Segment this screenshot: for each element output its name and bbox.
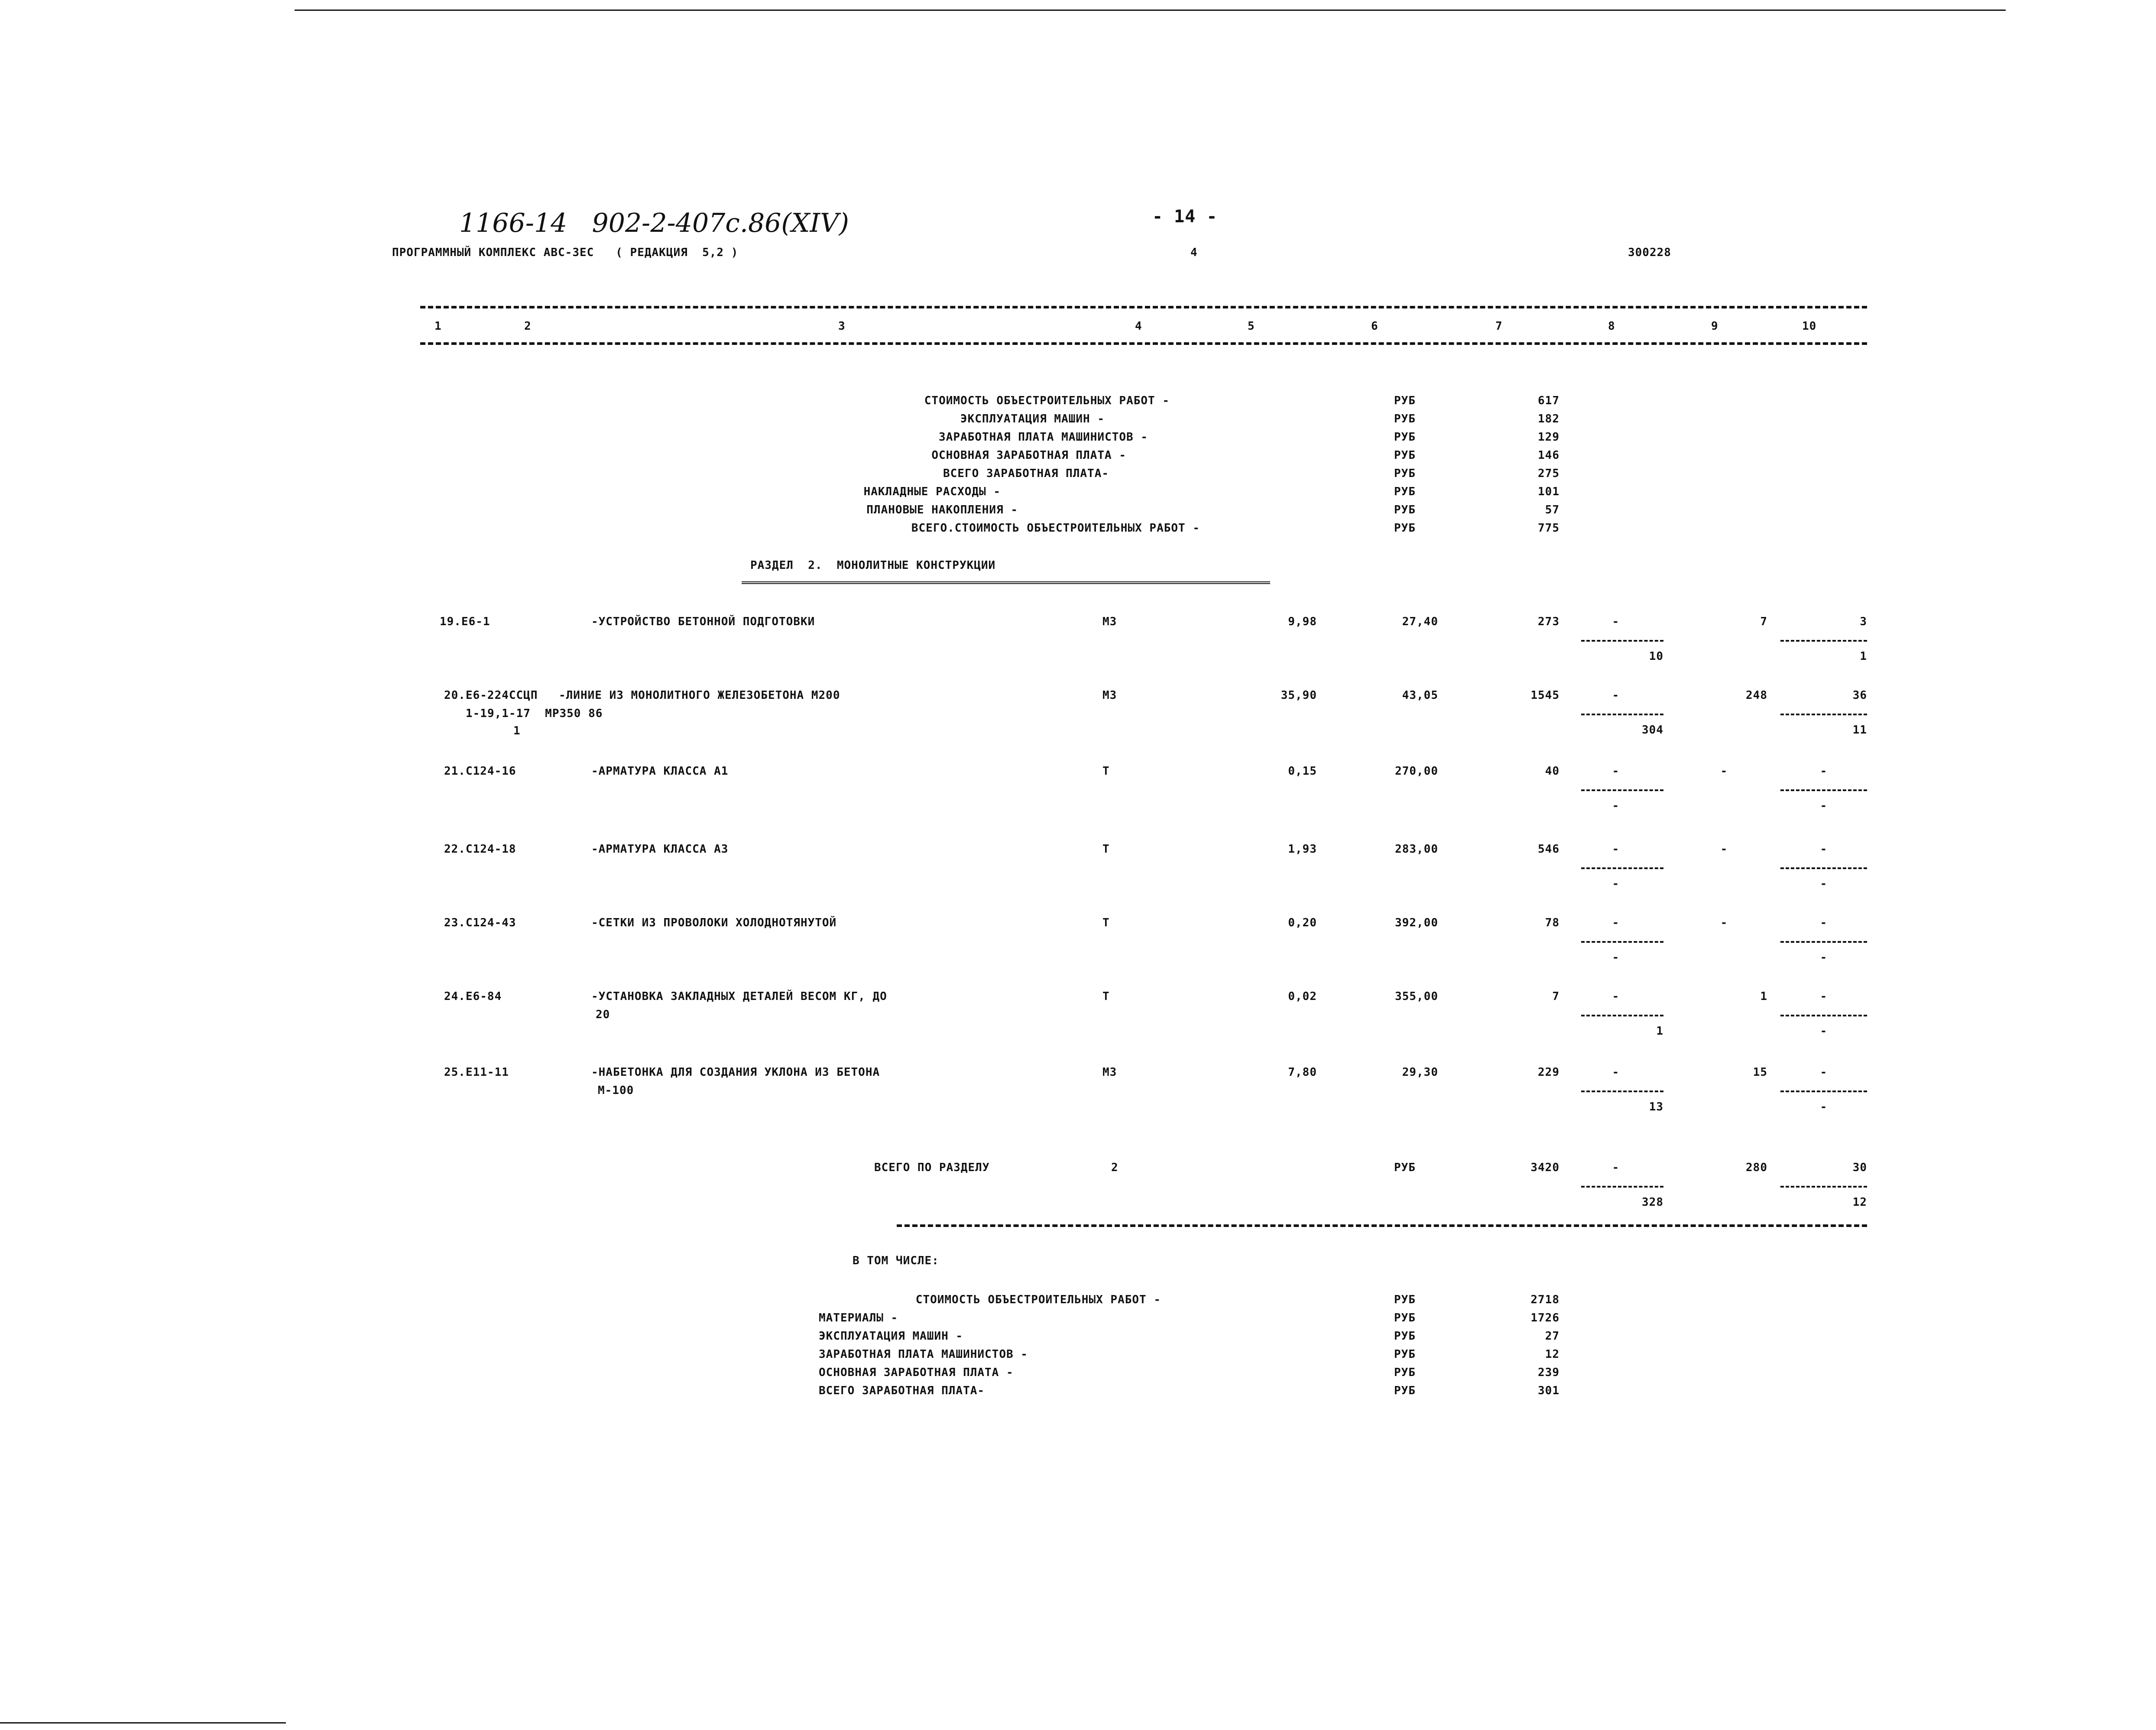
row-col10: - [1820, 1066, 1828, 1079]
summary-top-value: 57 [1545, 503, 1559, 516]
row-unit: Т [1102, 990, 1110, 1003]
row-total: 273 [1538, 615, 1559, 628]
page-number: - 14 - [1152, 207, 1218, 227]
row-col9: 15 [1753, 1066, 1767, 1079]
section-total-unit: РУБ [1394, 1161, 1416, 1174]
row-col8-sub: 10 [1649, 650, 1663, 663]
summary-top-unit: РУБ [1394, 431, 1416, 444]
summary-top-label: ВСЕГО.СТОИМОСТЬ ОБЪЕСТРОИТЕЛЬНЫХ РАБОТ - [911, 522, 1200, 535]
summary-bottom-value: 301 [1538, 1384, 1559, 1397]
row-col8-rule [1581, 789, 1663, 791]
col-num-2: 2 [524, 320, 532, 333]
row-name: -АРМАТУРА КЛАССА А3 [591, 843, 729, 856]
row-price: 27,40 [1402, 615, 1438, 628]
summary-bottom-value: 12 [1545, 1348, 1559, 1361]
summary-bottom-value: 1726 [1530, 1311, 1559, 1324]
summary-top-unit: РУБ [1394, 467, 1416, 480]
row-total: 78 [1545, 916, 1559, 929]
summary-bottom-label: СТОИМОСТЬ ОБЪЕСТРОИТЕЛЬНЫХ РАБОТ - [915, 1293, 1161, 1306]
section-title-underline [742, 581, 1270, 584]
summary-top-label: ОСНОВНАЯ ЗАРАБОТНАЯ ПЛАТА - [931, 449, 1126, 462]
row-qty: 35,90 [1281, 689, 1317, 702]
row-col10: - [1820, 916, 1828, 929]
row-col10-rule [1780, 1091, 1867, 1092]
row-col10-rule [1780, 714, 1867, 715]
row-code: 23.С124-43 [444, 916, 516, 929]
row-total: 40 [1545, 765, 1559, 778]
summary-bottom-unit: РУБ [1394, 1348, 1416, 1361]
handwritten-reference: 1166-14 902-2-407c.86(XIV) [459, 208, 849, 238]
row-col10-rule [1780, 1015, 1867, 1016]
row-col10-sub: 11 [1852, 724, 1867, 737]
row-price: 43,05 [1402, 689, 1438, 702]
row-col10: - [1820, 765, 1828, 778]
row-qty: 0,20 [1288, 916, 1317, 929]
row-total: 546 [1538, 843, 1559, 856]
section-total-col10-sub: 12 [1852, 1196, 1867, 1209]
section-total-col8-sub: 328 [1642, 1196, 1663, 1209]
row-col9: 1 [1760, 990, 1767, 1003]
row-code: 21.С124-16 [444, 765, 516, 778]
section-total-rule [897, 1224, 1867, 1227]
row-col10-sub: - [1820, 799, 1828, 812]
program-title: ПРОГРАММНЫЙ КОМПЛЕКС АВС-ЗЕС ( РЕДАКЦИЯ 5,2 ) [392, 246, 739, 259]
col-num-3: 3 [838, 320, 846, 333]
row-col10-sub: - [1820, 1100, 1828, 1113]
row-qty: 7,80 [1288, 1066, 1317, 1079]
row-col8-sub: 13 [1649, 1100, 1663, 1113]
summary-top-label: ПЛАНОВЫЕ НАКОПЛЕНИЯ - [866, 503, 1018, 516]
row-col10-sub: - [1820, 951, 1828, 964]
row-col8-sub: 304 [1642, 724, 1663, 737]
section-total-label: ВСЕГО ПО РАЗДЕЛУ [874, 1161, 990, 1174]
summary-bottom-label: ЗАРАБОТНАЯ ПЛАТА МАШИНИСТОВ - [819, 1348, 1028, 1361]
row-col10-rule [1780, 640, 1867, 642]
sheet-number: 4 [1190, 246, 1198, 259]
summary-top-label: ВСЕГО ЗАРАБОТНАЯ ПЛАТА- [943, 467, 1109, 480]
summary-top-unit: РУБ [1394, 503, 1416, 516]
row-name: -УСТАНОВКА ЗАКЛАДНЫХ ДЕТАЛЕЙ ВЕСОМ КГ, ДО [591, 990, 887, 1003]
row-col8: - [1612, 843, 1620, 856]
summary-top-value: 775 [1538, 522, 1559, 535]
summary-bottom-unit: РУБ [1394, 1311, 1416, 1324]
row-unit: М3 [1102, 615, 1117, 628]
document-code: 300228 [1628, 246, 1671, 259]
header-bottom-rule [420, 342, 1867, 345]
summary-bottom-label: ЭКСПЛУАТАЦИЯ МАШИН - [819, 1330, 963, 1343]
row-col10-sub: 1 [1860, 650, 1867, 663]
summary-bottom-label: МАТЕРИАЛЫ - [819, 1311, 898, 1324]
bottom-edge-line [0, 1722, 286, 1724]
summary-top-value: 129 [1538, 431, 1559, 444]
row-col10: - [1820, 990, 1828, 1003]
row-col9: - [1720, 765, 1728, 778]
summary-top-value: 146 [1538, 449, 1559, 462]
row-unit: Т [1102, 916, 1110, 929]
row-code: 24.Е6-84 [444, 990, 502, 1003]
row-qty: 1,93 [1288, 843, 1317, 856]
col-num-6: 6 [1371, 320, 1378, 333]
summary-top-value: 275 [1538, 467, 1559, 480]
summary-top-unit: РУБ [1394, 412, 1416, 425]
row-col9: 7 [1760, 615, 1767, 628]
col-num-9: 9 [1711, 320, 1718, 333]
row-name-line3: 1 [513, 724, 521, 737]
row-col8: - [1612, 990, 1620, 1003]
section-total-col8: - [1612, 1161, 1620, 1174]
row-col8-rule [1581, 1091, 1663, 1092]
row-total: 229 [1538, 1066, 1559, 1079]
summary-top-label: СТОИМОСТЬ ОБЪЕСТРОИТЕЛЬНЫХ РАБОТ - [924, 394, 1170, 407]
row-col10: 36 [1852, 689, 1867, 702]
col-num-1: 1 [434, 320, 442, 333]
row-col8-rule [1581, 640, 1663, 642]
row-name: -АРМАТУРА КЛАССА А1 [591, 765, 729, 778]
col-num-5: 5 [1248, 320, 1255, 333]
summary-bottom-value: 2718 [1530, 1293, 1559, 1306]
row-code: 20.Е6-224ССЦП [444, 689, 538, 702]
including-title: В ТОМ ЧИСЛЕ: [853, 1254, 939, 1267]
row-total: 1545 [1530, 689, 1559, 702]
section-total-col8-rule [1581, 1186, 1663, 1188]
row-col9: - [1720, 916, 1728, 929]
summary-top-unit: РУБ [1394, 485, 1416, 498]
col-num-4: 4 [1135, 320, 1142, 333]
row-col8-rule [1581, 941, 1663, 943]
summary-bottom-unit: РУБ [1394, 1366, 1416, 1379]
summary-top-unit: РУБ [1394, 394, 1416, 407]
row-name: -УСТРОЙСТВО БЕТОННОЙ ПОДГОТОВКИ [591, 615, 815, 628]
row-price: 270,00 [1395, 765, 1438, 778]
row-name-line2: М-100 [598, 1084, 634, 1097]
col-num-7: 7 [1495, 320, 1503, 333]
row-code: 25.Е11-11 [444, 1066, 509, 1079]
col-num-10: 10 [1802, 320, 1817, 333]
section-total-col10-rule [1780, 1186, 1867, 1188]
row-qty: 0,02 [1288, 990, 1317, 1003]
top-edge-line [295, 10, 2006, 11]
row-unit: М3 [1102, 689, 1117, 702]
row-name-line2: 1-19,1-17 МР350 86 [466, 707, 603, 720]
header-top-rule [420, 306, 1867, 308]
row-name: -СЕТКИ ИЗ ПРОВОЛОКИ ХОЛОДНОТЯНУТОЙ [591, 916, 837, 929]
section-total-col10: 30 [1852, 1161, 1867, 1174]
row-col10: 3 [1860, 615, 1867, 628]
row-price: 392,00 [1395, 916, 1438, 929]
summary-top-unit: РУБ [1394, 449, 1416, 462]
row-col8: - [1612, 916, 1620, 929]
row-col10-sub: - [1820, 877, 1828, 890]
row-name: -ЛИНИЕ ИЗ МОНОЛИТНОГО ЖЕЛЕЗОБЕТОНА М200 [559, 689, 840, 702]
row-col10-rule [1780, 941, 1867, 943]
row-unit: Т [1102, 843, 1110, 856]
row-name: -НАБЕТОНКА ДЛЯ СОЗДАНИЯ УКЛОНА ИЗ БЕТОНА [591, 1066, 880, 1079]
row-col8-sub: - [1612, 951, 1620, 964]
section-title: РАЗДЕЛ 2. МОНОЛИТНЫЕ КОНСТРУКЦИИ [750, 559, 996, 572]
row-col10-rule [1780, 867, 1867, 869]
row-col8: - [1612, 615, 1620, 628]
row-unit: Т [1102, 765, 1110, 778]
row-code: 22.С124-18 [444, 843, 516, 856]
row-col8-sub: - [1612, 877, 1620, 890]
summary-bottom-unit: РУБ [1394, 1293, 1416, 1306]
section-total-col9: 280 [1746, 1161, 1767, 1174]
row-col8: - [1612, 689, 1620, 702]
summary-top-value: 617 [1538, 394, 1559, 407]
row-name-line2: 20 [596, 1008, 610, 1021]
summary-bottom-unit: РУБ [1394, 1330, 1416, 1343]
row-col10-sub: - [1820, 1025, 1828, 1038]
row-col9: 248 [1746, 689, 1767, 702]
row-col10: - [1820, 843, 1828, 856]
section-total-value: 3420 [1530, 1161, 1559, 1174]
row-unit: М3 [1102, 1066, 1117, 1079]
row-col8: - [1612, 765, 1620, 778]
summary-bottom-label: ОСНОВНАЯ ЗАРАБОТНАЯ ПЛАТА - [819, 1366, 1014, 1379]
row-col8-sub: - [1612, 799, 1620, 812]
row-col8-rule [1581, 867, 1663, 869]
summary-top-label: ЭКСПЛУАТАЦИЯ МАШИН - [960, 412, 1105, 425]
summary-bottom-value: 239 [1538, 1366, 1559, 1379]
col-num-8: 8 [1608, 320, 1615, 333]
summary-bottom-value: 27 [1545, 1330, 1559, 1343]
summary-bottom-label: ВСЕГО ЗАРАБОТНАЯ ПЛАТА- [819, 1384, 985, 1397]
row-total: 7 [1552, 990, 1559, 1003]
summary-top-unit: РУБ [1394, 522, 1416, 535]
row-col9: - [1720, 843, 1728, 856]
row-price: 29,30 [1402, 1066, 1438, 1079]
summary-bottom-unit: РУБ [1394, 1384, 1416, 1397]
row-price: 355,00 [1395, 990, 1438, 1003]
row-qty: 9,98 [1288, 615, 1317, 628]
row-price: 283,00 [1395, 843, 1438, 856]
summary-top-value: 101 [1538, 485, 1559, 498]
summary-top-value: 182 [1538, 412, 1559, 425]
row-code: 19.Е6-1 [440, 615, 490, 628]
summary-top-label: ЗАРАБОТНАЯ ПЛАТА МАШИНИСТОВ - [939, 431, 1148, 444]
row-col10-rule [1780, 789, 1867, 791]
row-col8-rule [1581, 1015, 1663, 1016]
row-col8-sub: 1 [1656, 1025, 1663, 1038]
row-qty: 0,15 [1288, 765, 1317, 778]
summary-top-label: НАКЛАДНЫЕ РАСХОДЫ - [863, 485, 1001, 498]
row-col8-rule [1581, 714, 1663, 715]
section-total-number: 2 [1111, 1161, 1119, 1174]
row-col8: - [1612, 1066, 1620, 1079]
